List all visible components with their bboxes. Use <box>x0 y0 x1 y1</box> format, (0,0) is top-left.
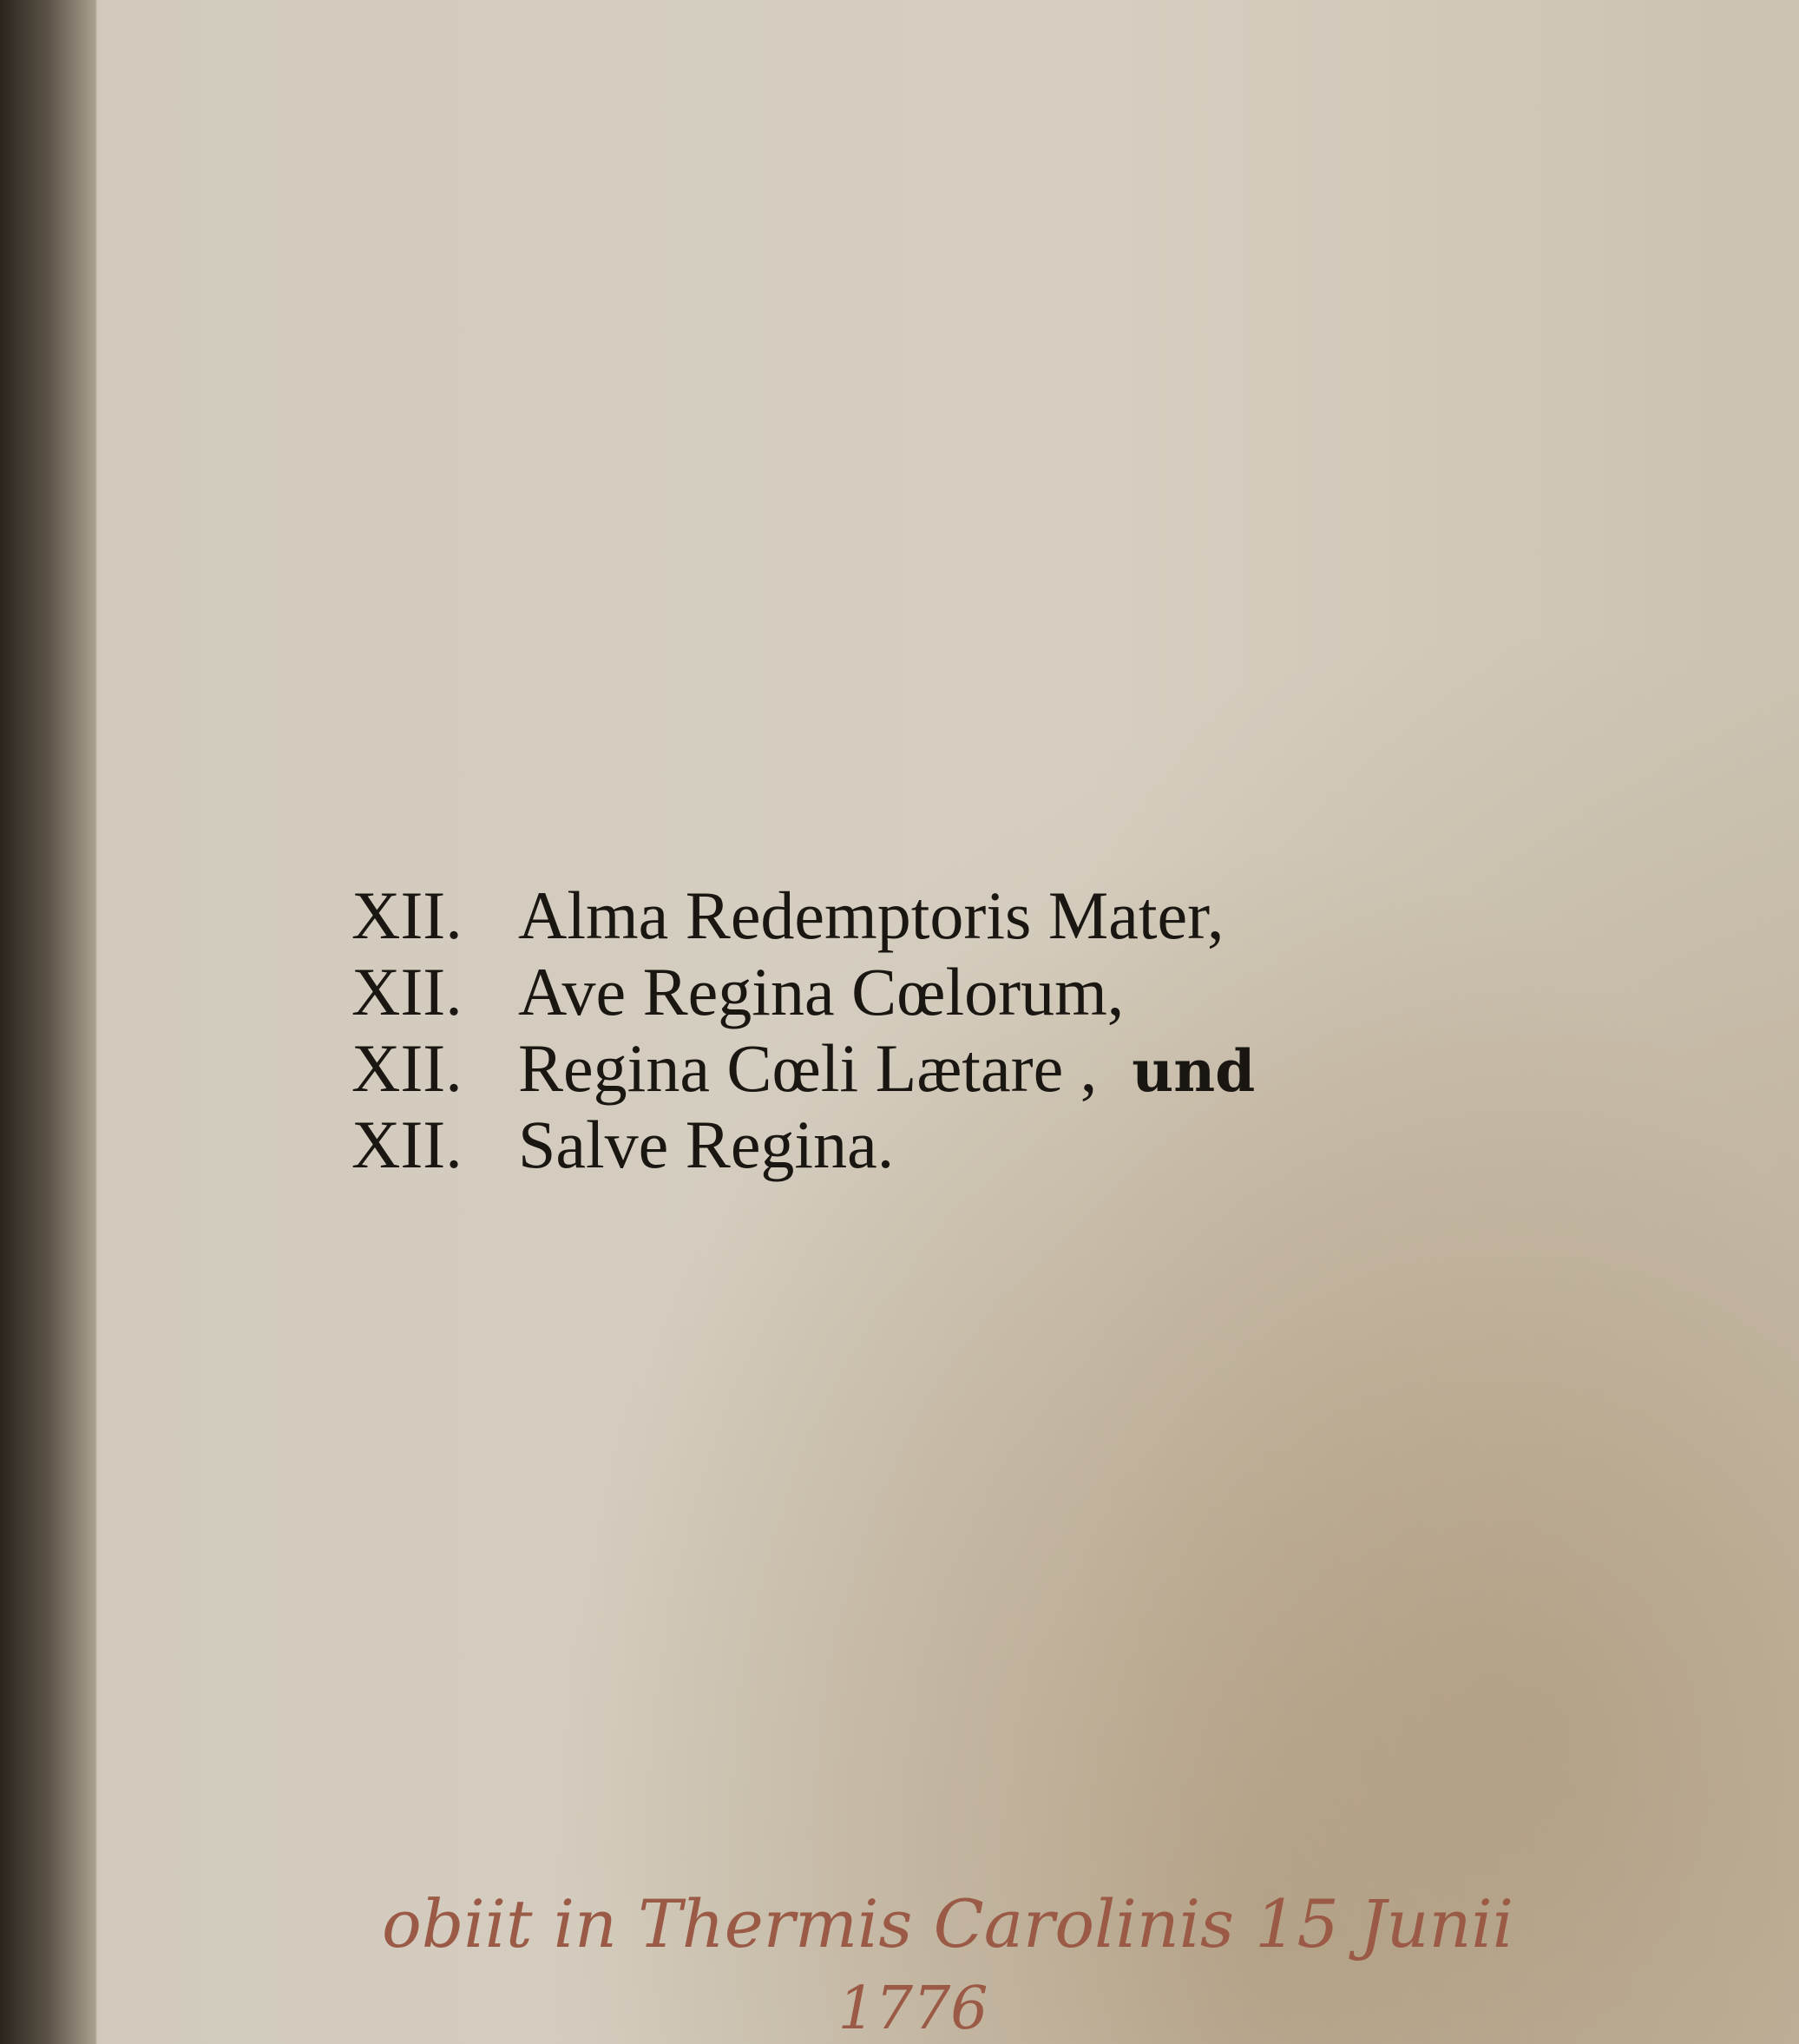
antiphon-number: XII. <box>351 954 463 1029</box>
antiphon-text: Alma Redemptoris Mater, <box>518 877 1225 953</box>
book-binding-edge <box>0 0 97 2044</box>
antiphon-text: Salve Regina. <box>518 1107 895 1182</box>
antiphon-number: XII. <box>351 877 463 953</box>
handwritten-annotation-svg <box>184 1879 1711 2044</box>
antiphon-text: Regina Cœli Lætare , <box>518 1030 1098 1106</box>
antiphon-item <box>351 953 1445 1031</box>
antiphon-item <box>351 1106 1445 1184</box>
antiphon-item <box>351 1029 1445 1107</box>
handwritten-annotation <box>184 1879 1711 2044</box>
antiphon-conjunction: und <box>1132 1037 1256 1105</box>
handwritten-line-obiit: obiit in Thermis Carolinis 15 Junii <box>381 1885 1514 1962</box>
antiphon-text: Ave Regina Cœlorum, <box>518 954 1125 1029</box>
handwritten-line-year: 1776 <box>837 1975 988 2043</box>
antiphon-item <box>351 877 1445 955</box>
antiphon-number: XII. <box>351 1107 463 1182</box>
antiphon-number: XII. <box>351 1030 463 1106</box>
